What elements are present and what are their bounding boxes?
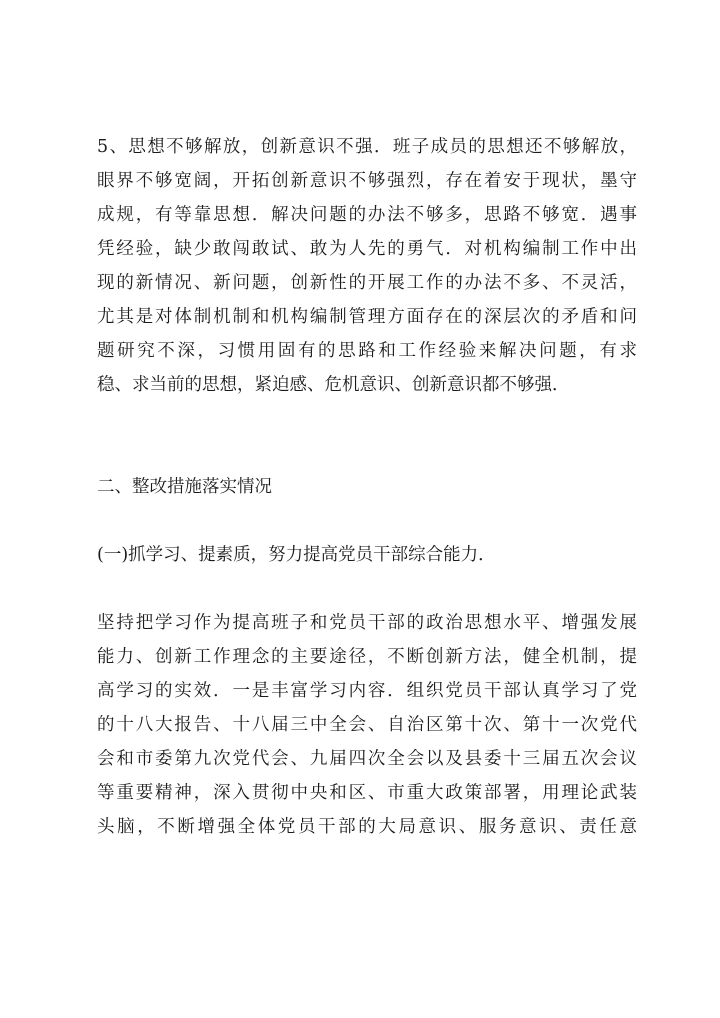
paragraph-study-line: 坚持把学习作为提高班子和党员干部的政治思想水平、增强发展 — [97, 613, 637, 633]
paragraph-study-line: 高学习的实效．一是丰富学习内容．组织党员干部认真学习了党 — [97, 681, 637, 701]
paragraph-5-line: 现的新情况、新问题，创新性的开展工作的办法不多、不灵活， — [97, 273, 637, 293]
paragraph-5-line: 5、思想不够解放，创新意识不强．班子成员的思想还不够解放， — [97, 137, 637, 157]
paragraph-5-line: 题研究不深，习惯用固有的思路和工作经验来解决问题，有求 — [97, 341, 637, 361]
paragraph-study-line: 的十八大报告、十八届三中全会、自治区第十次、第十一次党代 — [97, 715, 637, 735]
paragraph-5-line: 眼界不够宽阔，开拓创新意识不够强烈，存在着安于现状，墨守 — [97, 171, 637, 191]
paragraph-study-line: 能力、创新工作理念的主要途径，不断创新方法，健全机制，提 — [97, 647, 637, 667]
paragraph-5-line: 成规，有等靠思想．解决问题的办法不够多，思路不够宽．遇事 — [97, 205, 637, 225]
paragraph-5-line: 稳、求当前的思想，紧迫感、危机意识、创新意识都不够强． — [97, 375, 570, 395]
paragraph-study-line: 会和市委第九次党代会、九届四次全会以及县委十三届五次会议 — [97, 749, 637, 769]
paragraph-5-line: 凭经验，缺少敢闯敢试、敢为人先的勇气．对机构编制工作中出 — [97, 239, 637, 259]
paragraph-study-line: 等重要精神，深入贯彻中央和区、市重大政策部署，用理论武装 — [97, 783, 637, 803]
paragraph-study-line: 头脑，不断增强全体党员干部的大局意识、服务意识、责任意 — [97, 817, 637, 837]
paragraph-5-line: 尤其是对体制机制和机构编制管理方面存在的深层次的矛盾和问 — [97, 307, 637, 327]
section-heading: 二、整改措施落实情况 — [97, 477, 272, 497]
subsection-heading: (一)抓学习、提素质，努力提高党员干部综合能力． — [97, 545, 496, 565]
